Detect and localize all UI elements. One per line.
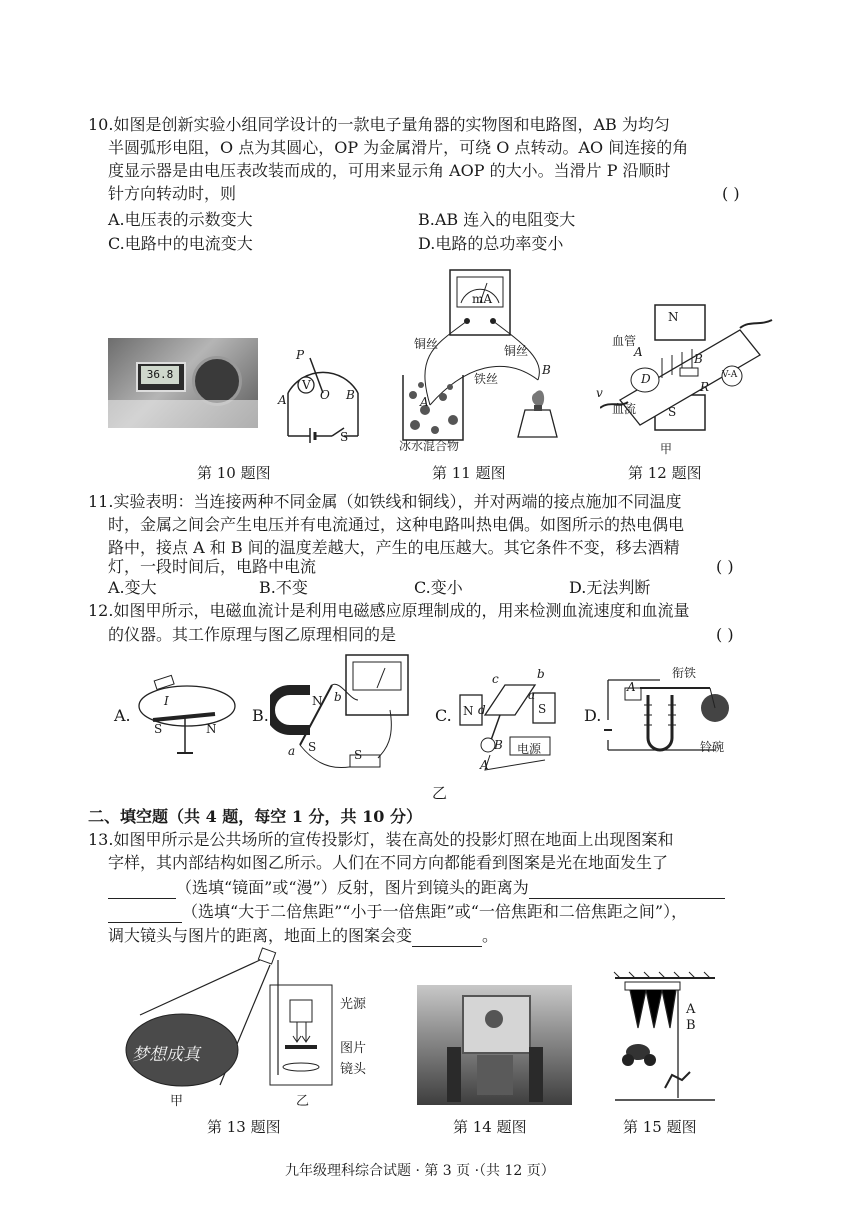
q13-line-1: 13.如图甲所示是公共场所的宣传投影灯，装在高处的投影灯照在地面上出现图案和 xyxy=(88,830,674,849)
fig14-machine-photo xyxy=(417,985,572,1105)
q12-fig-d-label-a: A xyxy=(627,680,636,694)
fig10-label-o: O xyxy=(320,388,330,402)
q13-blank-1[interactable] xyxy=(108,882,176,899)
q12-fig-b-label-b: b xyxy=(334,690,342,704)
page-footer: 九年级理科综合试题 · 第 3 页 ·（共 12 页） xyxy=(285,1163,555,1179)
q12-fig-a-oersted xyxy=(135,668,240,768)
fig10-label-p: P xyxy=(296,348,305,362)
q12-fig-c-label-n: N xyxy=(463,704,474,718)
q11-option-a: A.变大 xyxy=(108,578,157,597)
q10-line-3: 度显示器是由电压表改装而成的，可用来显示角 AOP 的大小。当滑片 P 沿顺时 xyxy=(108,161,671,180)
q13-line-2: 字样，其内部结构如图乙所示。人们在不同方向都能看到图案是光在地面发生了 xyxy=(108,853,669,872)
q13-blank-2[interactable] xyxy=(529,882,725,899)
protractor-photo xyxy=(108,338,258,428)
fig12-label-bloodflow: 血流 xyxy=(612,402,637,416)
q12-fig-b-label-a: a xyxy=(288,744,296,758)
fig13-label-yi: 乙 xyxy=(296,1094,310,1109)
q11-answer-bracket[interactable]: ( ) xyxy=(716,557,734,576)
q12-fig-c-label-power: 电源 xyxy=(517,742,542,756)
q13-line-5a: 调大镜头与图片的距离，地面上的图案会变 xyxy=(108,926,413,945)
q10-option-b: B.AB 连入的电阻变大 xyxy=(418,210,576,229)
fig15-caption: 第 15 题图 xyxy=(623,1118,697,1136)
q10-line-2: 半圆弧形电阻，O 点为其圆心，OP 为金属滑片，可绕 O 点转动。AO 间连接的角 xyxy=(108,138,689,157)
fig13-label-slide: 图片 xyxy=(340,1041,367,1056)
q10-option-a: A.电压表的示数变大 xyxy=(108,210,253,229)
fig12-label-r: R xyxy=(700,380,710,394)
q12-fig-c-label-d: d xyxy=(478,703,486,717)
q12-line-2: 的仪器。其工作原理与图乙原理相同的是 xyxy=(108,625,397,644)
fig10-label-b: B xyxy=(346,388,355,402)
q12-fig-d-letter: D. xyxy=(584,706,602,725)
fig15-label-a: A xyxy=(686,1002,696,1017)
fig13-caption: 第 13 题图 xyxy=(207,1118,281,1136)
q11-line-3: 路中，接点 A 和 B 间的温度差越大，产生的电压越大。其它条件不变，移去酒精 xyxy=(108,538,680,557)
q11-option-b: B.不变 xyxy=(259,578,308,597)
fig12-label-vessel: 血管 xyxy=(612,334,637,348)
fig11-label-copper-right: 铜丝 xyxy=(504,344,529,358)
protractor-display: 36.8 xyxy=(141,366,179,384)
q12-fig-c-label-aa: A xyxy=(480,758,489,772)
q13-blank-3[interactable] xyxy=(412,930,482,947)
blood-flowmeter-diagram xyxy=(600,300,775,450)
fig11-label-a: A xyxy=(420,395,429,409)
q13-blank-2-continued[interactable] xyxy=(108,906,182,923)
q10-line-4: 针方向转动时，则 xyxy=(108,184,237,203)
fig12-label-a: A xyxy=(634,345,643,359)
q11-option-c: C.变小 xyxy=(414,578,463,597)
fig13-label-light-source: 光源 xyxy=(340,997,367,1012)
q10-option-d: D.电路的总功率变小 xyxy=(418,234,564,253)
fig11-label-copper-left: 铜丝 xyxy=(414,337,439,351)
q10-line-1: 10.如图是创新实验小组同学设计的一款电子量角器的实物图和电路图，AB 为均匀 xyxy=(88,115,670,134)
fig12-label-s: S xyxy=(668,405,677,419)
fig12-label-d: D xyxy=(641,372,651,386)
fig12-label-v: v xyxy=(596,386,603,400)
fig11-label-b: B xyxy=(542,363,551,377)
q12-fig-b-letter: B. xyxy=(252,706,269,725)
q11-option-d: D.无法判断 xyxy=(569,578,651,597)
fig10-label-v: V xyxy=(302,378,311,392)
q12-fig-b-label-s-pole: S xyxy=(308,740,317,754)
q12-fig-a-letter: A. xyxy=(114,706,131,725)
q11-line-1: 11.实验表明：当连接两种不同金属（如铁线和铜线），并对两端的接点施加不同温度 xyxy=(88,492,682,511)
fig13-label-jia: 甲 xyxy=(170,1094,184,1109)
q12-fig-a-label-n: N xyxy=(206,722,217,736)
fig13-ellipse-text: 梦想成真 xyxy=(132,1045,200,1065)
q12-answer-bracket[interactable]: ( ) xyxy=(716,625,734,644)
fig11-label-iron: 铁丝 xyxy=(474,372,499,386)
q12-fig-c-motor xyxy=(455,665,575,775)
section2-heading: 二、填空题（共 4 题，每空 1 分，共 10 分） xyxy=(88,807,422,826)
q13-line-4-row xyxy=(108,901,687,923)
q12-fig-caption: 乙 xyxy=(432,784,448,802)
fig10-caption: 第 10 题图 xyxy=(197,464,271,482)
fig12-label-jia: 甲 xyxy=(660,442,673,456)
q12-fig-c-label-bb: B xyxy=(494,738,503,752)
q10-answer-bracket[interactable]: ( ) xyxy=(722,184,740,203)
q12-fig-c-label-a: a xyxy=(528,688,536,702)
q12-fig-d-label-armature: 衔铁 xyxy=(672,666,697,680)
q12-fig-a-label-s: S xyxy=(154,722,163,736)
fig12-label-meter: V-A xyxy=(722,370,738,380)
q12-fig-a-label-i: I xyxy=(164,694,169,708)
q13-line-3-row xyxy=(108,877,725,899)
fig11-label-ice-water: 冰水混合物 xyxy=(399,439,460,453)
q10-option-c: C.电路中的电流变大 xyxy=(108,234,253,253)
q12-fig-c-label-c: c xyxy=(492,672,499,686)
fig15-label-b: B xyxy=(686,1018,696,1033)
fig13-label-lens: 镜头 xyxy=(340,1062,367,1077)
projector-diagram xyxy=(110,945,390,1105)
q12-fig-c-label-b: b xyxy=(537,667,545,681)
q12-fig-b-label-n: N xyxy=(312,694,323,708)
q12-fig-c-letter: C. xyxy=(435,706,452,725)
fig10-label-s: S xyxy=(340,430,349,444)
fig10-label-a: A xyxy=(278,393,287,407)
fig12-caption: 第 12 题图 xyxy=(628,464,702,482)
q12-fig-b-label-s-switch: S xyxy=(354,748,363,762)
fig11-caption: 第 11 题图 xyxy=(432,464,506,482)
q13-line-4: （选填“大于二倍焦距”“小于一倍焦距”或“一倍焦距和二倍焦距之间”）， xyxy=(182,902,688,921)
fig14-caption: 第 14 题图 xyxy=(453,1118,527,1136)
fig12-label-n: N xyxy=(668,310,679,324)
q12-fig-d-label-bell: 铃碗 xyxy=(700,740,725,754)
q12-line-1: 12.如图甲所示，电磁血流计是利用电磁感应原理制成的，用来检测血流速度和血流量 xyxy=(88,601,690,620)
q12-fig-b-generator xyxy=(270,650,420,785)
q12-fig-c-label-s: S xyxy=(538,702,547,716)
fig12-label-b: B xyxy=(694,352,703,366)
q11-line-4: 灯，一段时间后，电路中电流 xyxy=(108,557,317,576)
q13-line-5-row xyxy=(108,925,498,947)
q11-line-2: 时，金属之间会产生电压并有电流通过，这种电路叫热电偶。如图所示的热电偶电 xyxy=(108,515,685,534)
q13-line-3: （选填“镜面”或“漫”）反射，图片到镜头的距离为 xyxy=(176,878,529,897)
fig11-label-ma: mA xyxy=(472,292,493,306)
q13-line-5b: 。 xyxy=(482,926,499,945)
fig15-motorcycle-diagram xyxy=(610,970,720,1110)
